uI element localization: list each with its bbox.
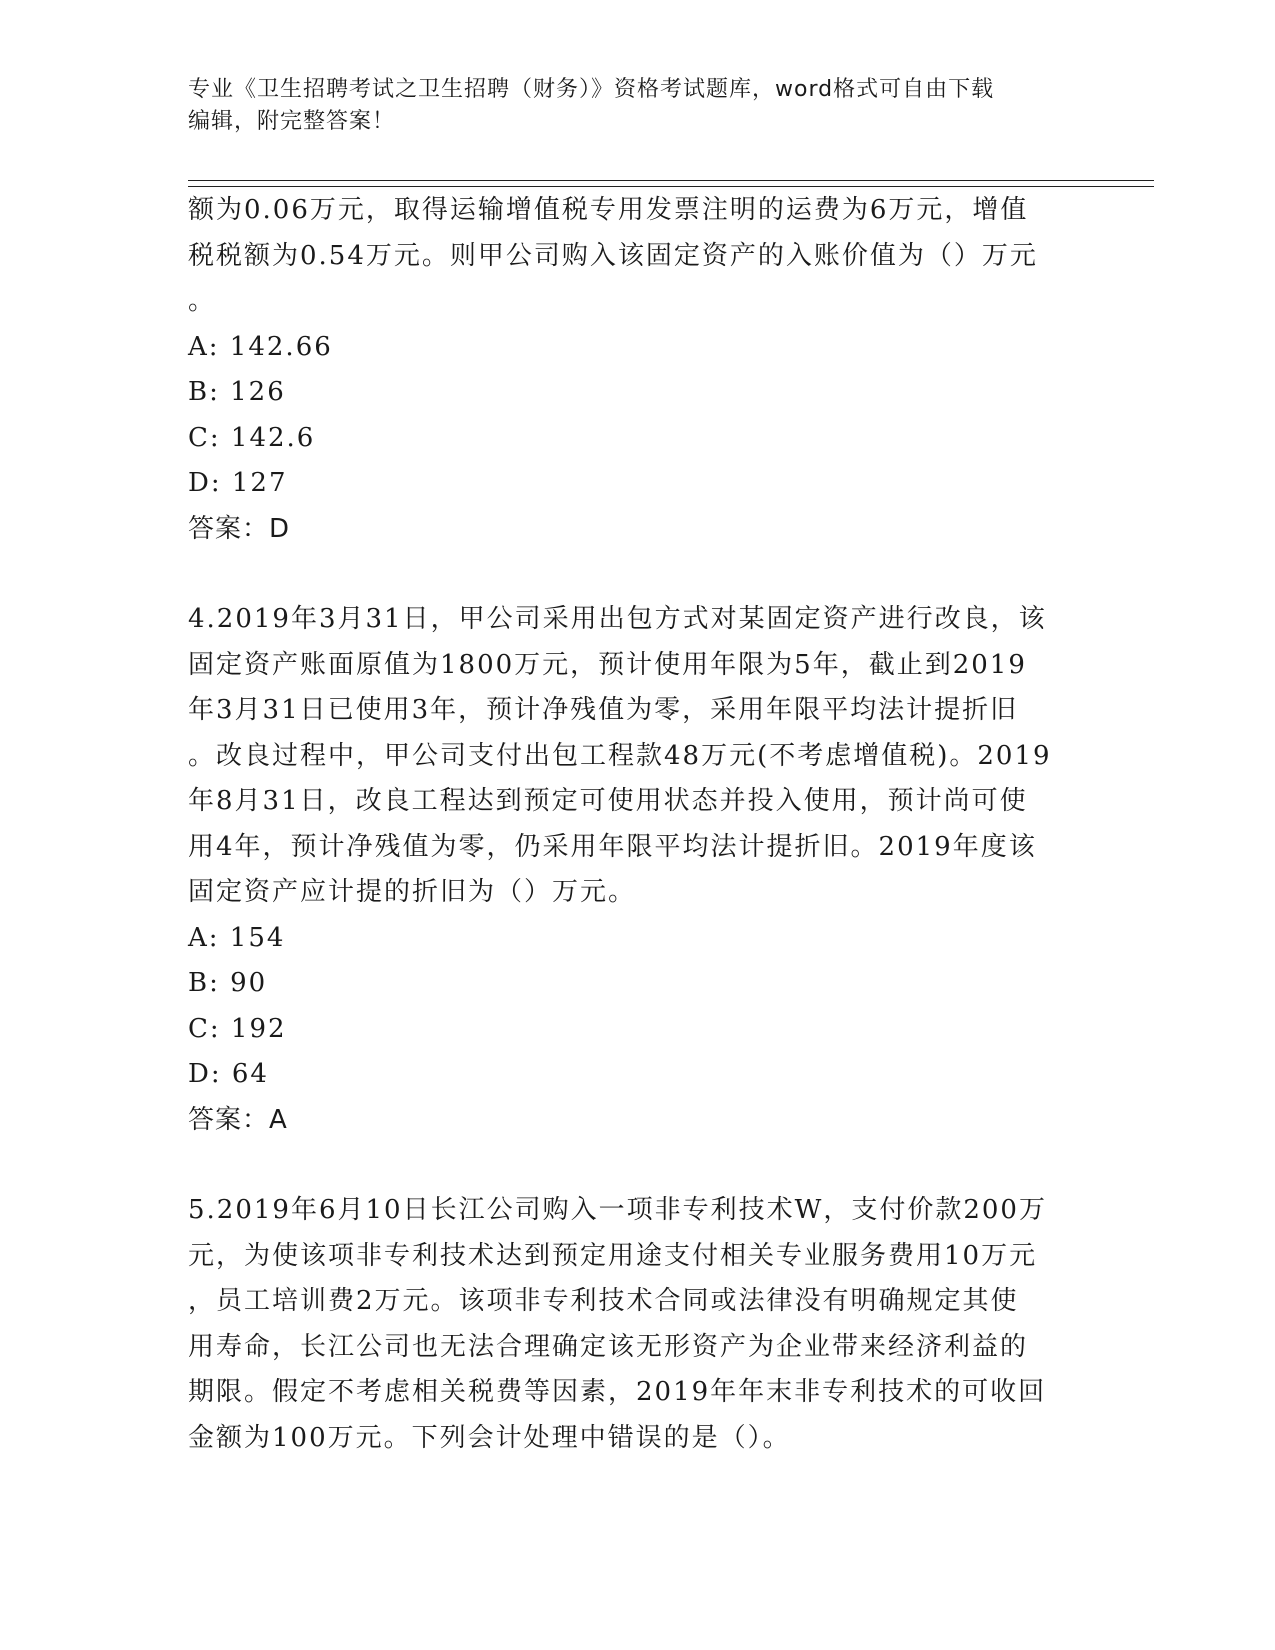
question-text-line: 用寿命，长江公司也无法合理确定该无形资产为企业带来经济利益的 — [188, 1331, 1029, 1362]
spacer — [188, 1143, 1088, 1188]
question-text-line: 。改良过程中，甲公司支付出包工程款48万元(不考虑增值税)。2019 — [188, 740, 1052, 771]
option-b: B: 90 — [188, 968, 268, 998]
answer: 答案：D — [188, 513, 291, 544]
option-b: B: 126 — [188, 377, 286, 407]
question-text-line: 固定资产应计提的折旧为（）万元。 — [188, 877, 637, 907]
option-d: D: 127 — [188, 468, 288, 498]
question-text-line: 。 — [188, 286, 217, 316]
option-a: A: 154 — [188, 922, 286, 953]
option-c: C: 192 — [188, 1013, 287, 1044]
question-text-line: 元，为使该项非专利技术达到预定用途支付相关专业服务费用10万元 — [188, 1240, 1038, 1271]
question-text-line: ，员工培训费2万元。该项非专利技术合同或法律没有明确规定其使 — [188, 1286, 1019, 1316]
question-3 — [188, 188, 1088, 552]
question-5 — [188, 1188, 1088, 1461]
header-rule-top — [188, 180, 1154, 181]
option-d: D: 64 — [188, 1059, 269, 1089]
header-rule-bottom — [188, 186, 1154, 187]
question-text-line: 年8月31日，改良工程达到预定可使用状态并投入使用，预计尚可使 — [188, 786, 1028, 816]
option-a: A: 142.66 — [188, 331, 333, 362]
question-text-line: 金额为100万元。下列会计处理中错误的是（）。 — [188, 1422, 791, 1453]
answer: 答案：A — [188, 1104, 288, 1135]
document-header — [188, 74, 1068, 138]
question-text-line: 4.2019年3月31日，甲公司采用出包方式对某固定资产进行改良，该 — [188, 604, 1047, 634]
question-text-line: 期限。假定不考虑相关税费等因素，2019年年末非专利技术的可收回 — [188, 1377, 1047, 1407]
question-text-line: 5.2019年6月10日长江公司购入一项非专利技术W，支付价款200万 — [188, 1195, 1047, 1225]
question-text-line: 年3月31日已使用3年，预计净残值为零，采用年限平均法计提折旧 — [188, 695, 1019, 725]
header-line-2: 编辑，附完整答案！ — [188, 109, 396, 134]
question-text-line: 税税额为0.54万元。则甲公司购入该固定资产的入账价值为（）万元 — [188, 240, 1038, 271]
question-text-line: 用4年，预计净残值为零，仍采用年限平均法计提折旧。2019年度该 — [188, 831, 1037, 862]
spacer — [188, 552, 1088, 597]
document-body — [188, 188, 1088, 1461]
question-4 — [188, 597, 1088, 1143]
header-line-1: 专业《卫生招聘考试之卫生招聘（财务）》资格考试题库，word格式可自由下载 — [188, 77, 995, 102]
option-c: C: 142.6 — [188, 422, 316, 453]
question-text-line: 额为0.06万元，取得运输增值税专用发票注明的运费为6万元，增值 — [188, 195, 1029, 225]
question-text-line: 固定资产账面原值为1800万元，预计使用年限为5年，截止到2019 — [188, 649, 1027, 680]
